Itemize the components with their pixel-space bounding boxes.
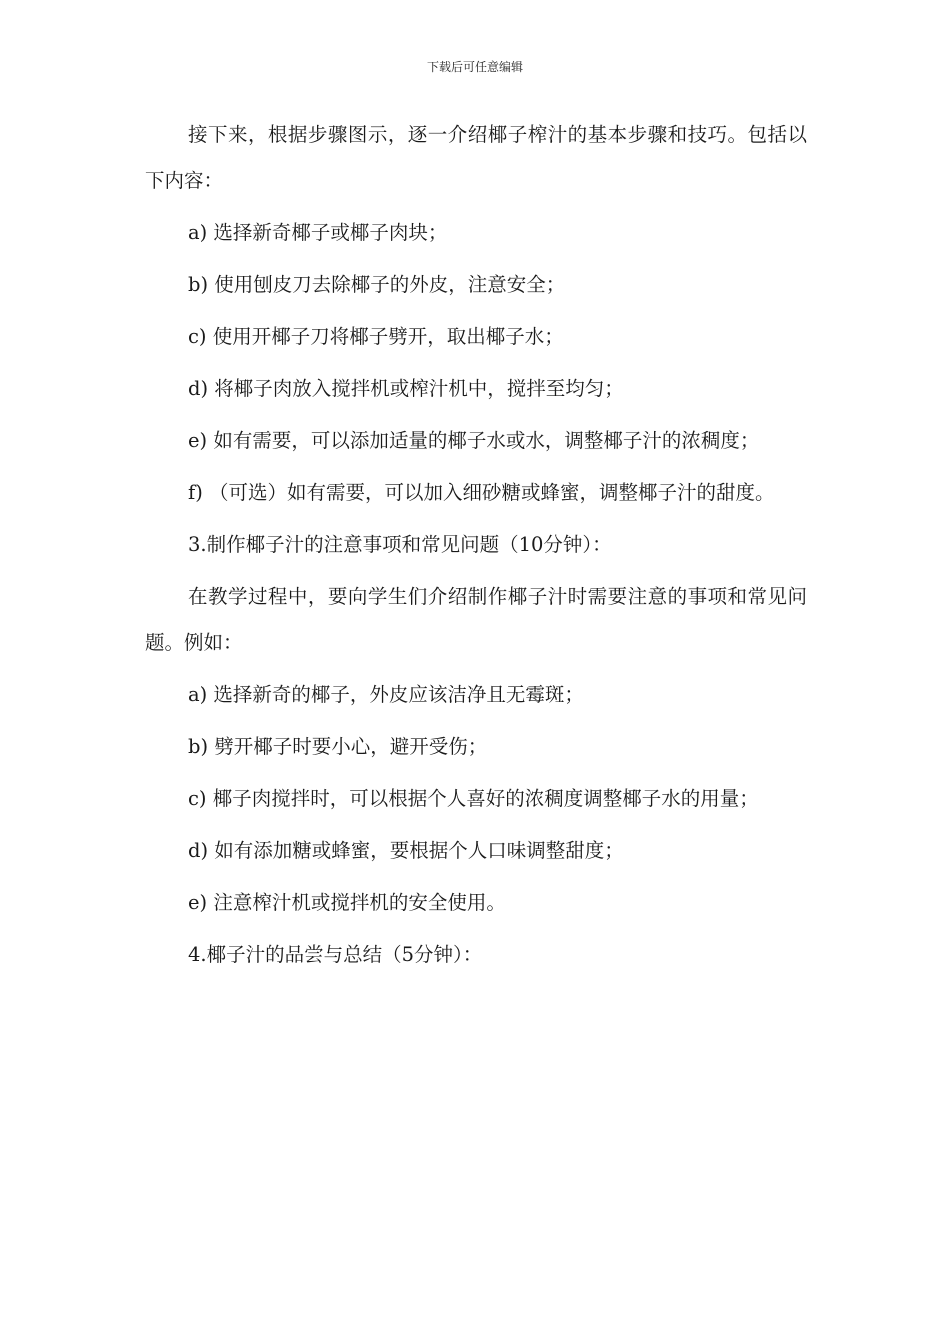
list-item-step-e: e) 如有需要，可以添加适量的椰子水或水，调整椰子汁的浓稠度； bbox=[188, 429, 760, 452]
section-heading-3: 3.制作椰子汁的注意事项和常见问题（10分钟）： bbox=[188, 533, 612, 556]
list-item-note-e: e) 注意榨汁机或搅拌机的安全使用。 bbox=[188, 891, 506, 914]
list-item-step-f: f) （可选）如有需要，可以加入细砂糖或蜂蜜，调整椰子汁的甜度。 bbox=[188, 481, 775, 504]
list-item-step-a: a) 选择新奇椰子或椰子肉块； bbox=[188, 221, 448, 244]
paragraph-notes-intro: 在教学过程中，要向学生们介绍制作椰子汁时需要注意的事项和常见问题。例如： bbox=[145, 585, 807, 654]
list-item-note-d: d) 如有添加糖或蜂蜜，要根据个人口味调整甜度； bbox=[188, 839, 624, 862]
list-item-step-b: b) 使用刨皮刀去除椰子的外皮，注意安全； bbox=[188, 273, 566, 296]
list-item-note-b: b) 劈开椰子时要小心，避开受伤； bbox=[188, 735, 488, 758]
section-heading-4: 4.椰子汁的品尝与总结（5分钟）： bbox=[188, 943, 483, 966]
page-header: 下载后可任意编辑 bbox=[426, 60, 523, 74]
list-item-note-c: c) 椰子肉搅拌时，可以根据个人喜好的浓稠度调整椰子水的用量； bbox=[188, 787, 759, 810]
document-body bbox=[145, 112, 807, 984]
list-item-note-a: a) 选择新奇的椰子，外皮应该洁净且无霉斑； bbox=[188, 683, 584, 706]
list-item-step-d: d) 将椰子肉放入搅拌机或榨汁机中，搅拌至均匀； bbox=[188, 377, 624, 400]
paragraph-intro: 接下来，根据步骤图示，逐一介绍椰子榨汁的基本步骤和技巧。包括以下内容： bbox=[145, 123, 807, 192]
list-item-step-c: c) 使用开椰子刀将椰子劈开，取出椰子水； bbox=[188, 325, 564, 348]
